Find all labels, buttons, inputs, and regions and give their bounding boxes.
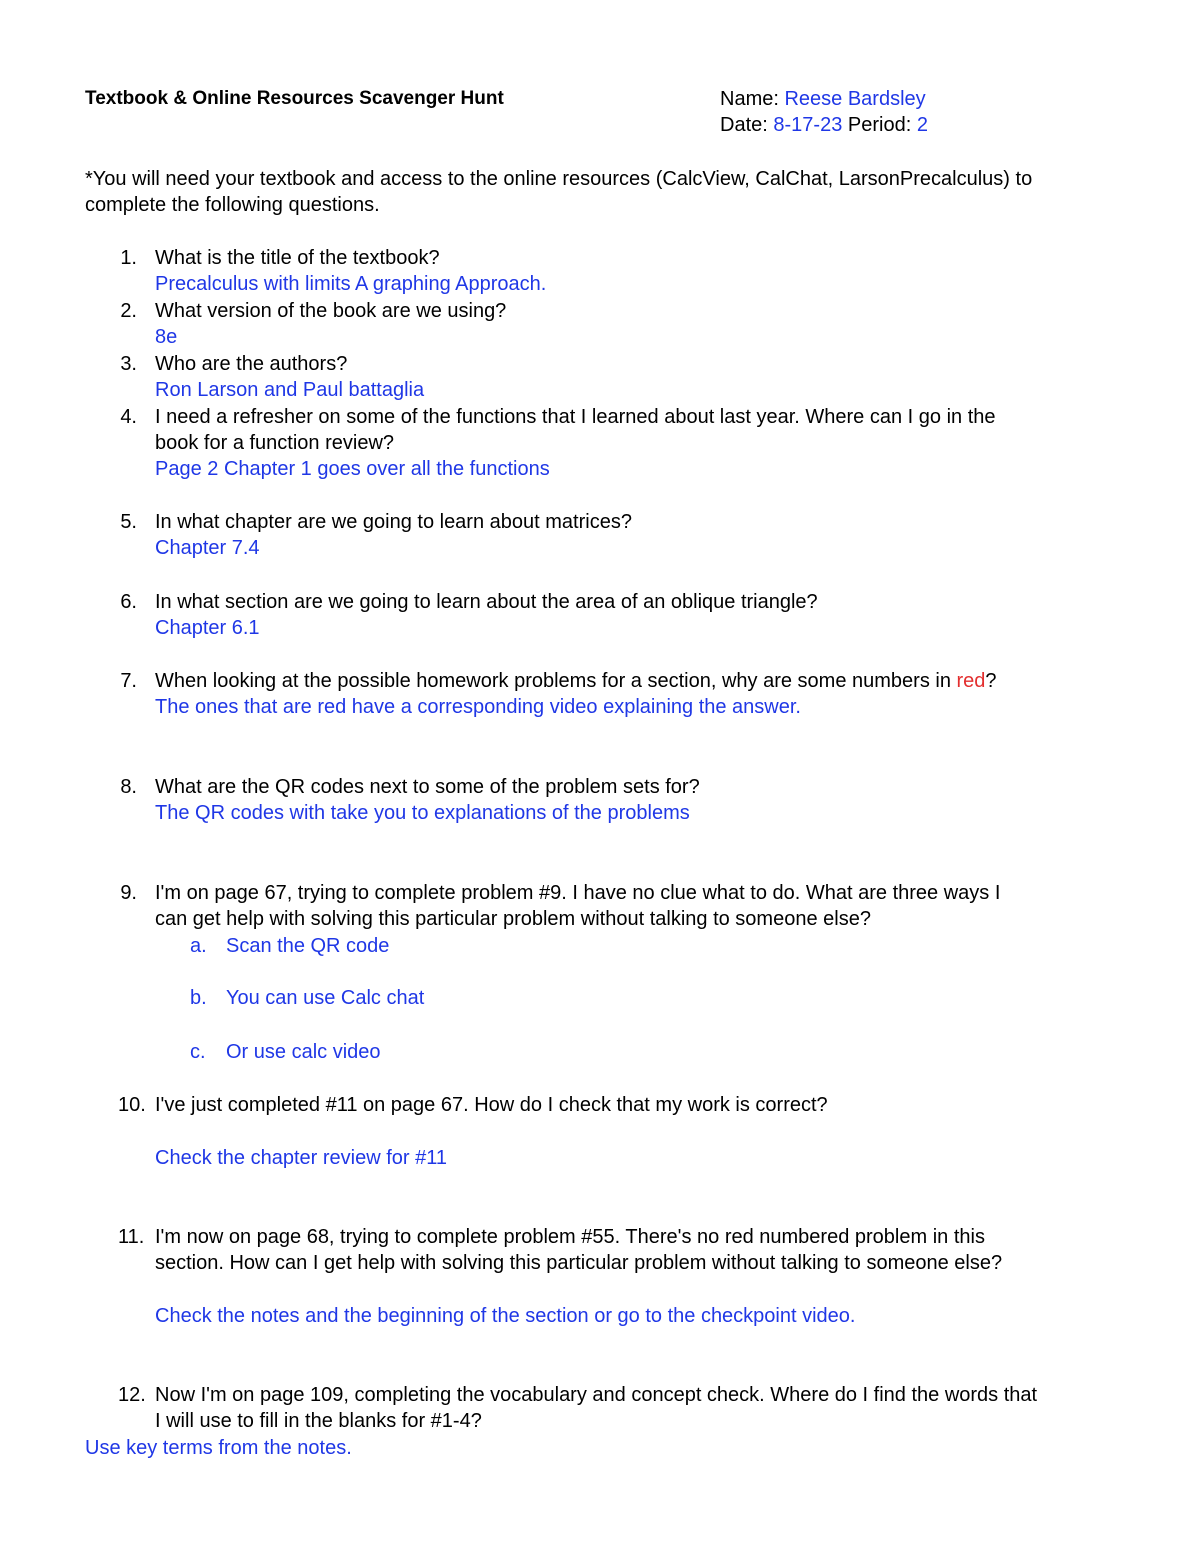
question-1: What is the title of the textbook?	[155, 247, 440, 269]
question-12-line-2: I will use to fill in the blanks for #1-4?	[155, 1410, 482, 1432]
answer-9-b: You can use Calc chat	[226, 987, 425, 1009]
question-4-line-1: I need a refresher on some of the functions that I learned about last year. Where can I go in the	[155, 406, 996, 428]
question-number-10: 10.	[118, 1094, 146, 1116]
question-9-line-2: can get help with solving this particular problem without talking to someone else?	[155, 908, 871, 930]
answer-6: Chapter 6.1	[155, 617, 260, 639]
question-6: In what section are we going to learn about the area of an oblique triangle?	[155, 591, 818, 613]
answer-9-c: Or use calc video	[226, 1041, 381, 1063]
question-7-end: ?	[985, 670, 997, 692]
question-4-line-2: book for a function review?	[155, 432, 395, 454]
question-number-7: 7.	[120, 670, 137, 692]
answer-10: Check the chapter review for #11	[155, 1147, 448, 1169]
question-10: I've just completed #11 on page 67. How do I check that my work is correct?	[155, 1094, 828, 1116]
question-9-line-1: I'm on page 67, trying to complete problem #9. I have no clue what to do. What are three ways I	[155, 882, 1001, 904]
answer-4: Page 2 Chapter 1 goes over all the functions	[155, 458, 550, 480]
question-12-line-1: Now I'm on page 109, completing the vocabulary and concept check. Where do I find the words that	[155, 1384, 1038, 1406]
intro-line-1: *You will need your textbook and access to the online resources (CalcView, CalChat, LarsonPrecalculus) to	[85, 168, 1033, 190]
red-word: red	[956, 670, 986, 692]
name-value: Reese Bardsley	[784, 88, 926, 110]
answer-12: Use key terms from the notes.	[85, 1437, 352, 1459]
answer-1: Precalculus with limits A graphing Approach.	[155, 273, 547, 295]
period-label: Period:	[847, 114, 912, 136]
answer-8: The QR codes with take you to explanations of the problems	[155, 802, 690, 824]
name-line	[720, 86, 926, 112]
question-number-9: 9.	[120, 882, 137, 904]
intro-line-2: complete the following questions.	[85, 194, 380, 216]
answer-7: The ones that are red have a corresponding video explaining the answer.	[155, 696, 801, 718]
question-number-8: 8.	[120, 776, 137, 798]
answer-9-b-letter: b.	[190, 987, 207, 1009]
answer-11: Check the notes and the beginning of the section or go to the checkpoint video.	[155, 1305, 856, 1327]
question-number-6: 6.	[120, 591, 137, 613]
question-number-11: 11.	[118, 1226, 145, 1248]
question-7-text: When looking at the possible homework problems for a section, why are some numbers in	[155, 670, 957, 692]
answer-3: Ron Larson and Paul battaglia	[155, 379, 425, 401]
answer-2: 8e	[155, 326, 178, 348]
question-8: What are the QR codes next to some of the problem sets for?	[155, 776, 700, 798]
question-number-1: 1.	[120, 247, 137, 269]
date-label: Date:	[720, 114, 768, 136]
question-5: In what chapter are we going to learn about matrices?	[155, 511, 632, 533]
question-number-3: 3.	[120, 353, 137, 375]
date-value: 8-17-23	[773, 114, 843, 136]
question-3: Who are the authors?	[155, 353, 348, 375]
question-11-line-2: section. How can I get help with solving this particular problem without talking to someone else?	[155, 1252, 1003, 1274]
question-number-5: 5.	[120, 511, 137, 533]
period-value: 2	[916, 114, 928, 136]
question-number-2: 2.	[120, 300, 137, 322]
answer-9-a: Scan the QR code	[226, 935, 390, 957]
question-number-12: 12.	[118, 1384, 146, 1406]
question-11-line-1: I'm now on page 68, trying to complete problem #55. There's no red numbered problem in this	[155, 1226, 985, 1248]
name-label: Name:	[720, 88, 779, 110]
date-period-line	[720, 112, 928, 138]
question-7	[155, 668, 997, 694]
answer-9-c-letter: c.	[190, 1041, 206, 1063]
question-number-4: 4.	[120, 406, 137, 428]
question-2: What version of the book are we using?	[155, 300, 507, 322]
answer-9-a-letter: a.	[190, 935, 207, 957]
answer-5: Chapter 7.4	[155, 537, 260, 559]
page-title: Textbook & Online Resources Scavenger Hunt	[85, 88, 504, 109]
